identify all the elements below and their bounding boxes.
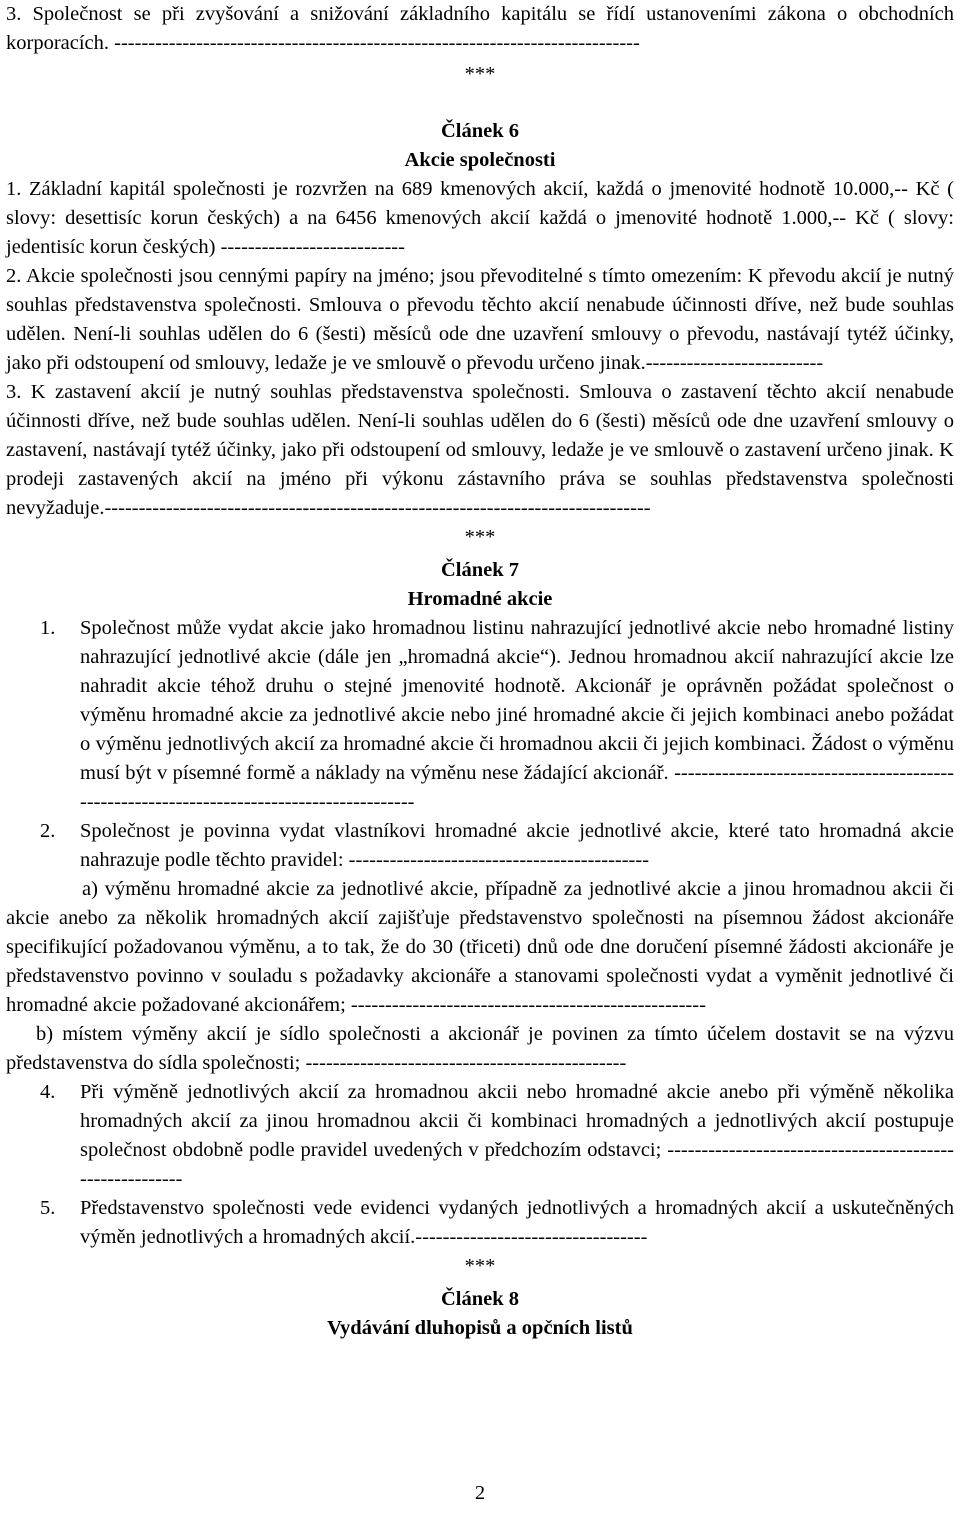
article-6-paragraph-2: 2. Akcie společnosti jsou cennými papíry na jméno; jsou převoditelné s tímto omezením: K převodu akcií je nutný souhlas představenstva společnosti. Smlouva o převodu těchto akcií nenabude účinnosti dříve, než bude souhlas udělen. Není-li souhlas udělen do 6 (šesti) měsíců ode dne uzavření smlouvy o převodu, nastávají tytéž účinky, jako při odstoupení od smlouvy, ledaže je ve smlouvě o převodu určeno jinak.-------------------------- <box>6 265 954 374</box>
article-7-subtitle: Hromadné akcie <box>407 588 553 610</box>
article-6-paragraph-1: 1. Základní kapitál společnosti je rozvržen na 689 kmenových akcií, každá o jmenovité hodnotě 10.000,-- Kč ( slovy: desettisíc korun českých) a na 6456 kmenových akcií každá o jmenovité hodnotě 1.000,-- Kč ( slovy: jedentisíc korun českých) --------------------------- <box>6 178 954 258</box>
paragraph-3-capital: 3. Společnost se při zvyšování a snižování základního kapitálu se řídí ustanoveními zákona o obchodních korporacích. ----------------------------------------------------------------------------- <box>6 3 954 54</box>
article-6-paragraph-3: 3. K zastavení akcií je nutný souhlas představenstva společnosti. Smlouva o zastavení těchto akcií nenabude účinnosti dříve, než bude souhlas udělen. Není-li souhlas udělen do 6 (šesti) měsíců ode dne uzavření smlouvy o zastavení, nastávají tytéž účinky, jako při odstoupení od smlouvy, ledaže je ve smlouvě o zastavení určeno jinak. K prodeji zastavených akcií na jméno při výkonu zástavního práva se souhlas představenstva společnosti nevyžaduje.-------------------------------------------------------------------------------- <box>6 381 954 519</box>
article-7-paragraph-1 <box>40 614 954 817</box>
paragraph-number: 1. <box>40 617 56 639</box>
paragraph-number: 2. <box>40 820 56 842</box>
paragraph-text: Společnost může vydat akcie jako hromadnou listinu nahrazující jednotlivé akcie nebo hromadné listiny nahrazující jednotlivé akcie (dále jen „hromadná akcie“). Jednou hromadnou akcií nahrazující akcie lze nahradit akcie téhož druhu o stejné jmenovité hodnotě. Akcionář je oprávněn požádat společnost o výměnu hromadné akcie za jednotlivé akcie nebo jiné hromadné akcie či jejich kombinaci anebo požádat o výměnu jednotlivých akcií za hromadné akcie či hromadnou akcii či jejich kombinaci. Žádost o výměnu musí být v písemné formě a náklady na výměnu nese žádající akcionář. ------------------------------------------------------------------------------------------ <box>80 617 954 813</box>
paragraph-number: 4. <box>40 1081 56 1103</box>
paragraph-number: 5. <box>40 1197 56 1219</box>
article-7-paragraph-2 <box>40 817 954 875</box>
article-7-paragraph-5 <box>40 1194 954 1252</box>
article-6-subtitle: Akcie společnosti <box>404 149 556 171</box>
article-8-title: Článek 8 <box>440 1288 520 1310</box>
separator-stars: *** <box>464 526 496 548</box>
separator-stars: *** <box>464 63 496 85</box>
paragraph-text: Představenstvo společnosti vede evidenci vydaných jednotlivých a hromadných akcií a uskutečněných výměn jednotlivých a hromadných akcií.---------------------------------- <box>80 1197 954 1248</box>
article-7-paragraph-2a: a) výměnu hromadné akcie za jednotlivé akcie, případně za jednotlivé akcie a jinou hromadnou akcii či akcie anebo za několik hromadných akcií zajišťuje představenstvo společnosti na písemnou žádost akcionáře specifikující požadovanou výměnu, a to tak, že do 30 (třiceti) dnů ode dne doručení písemné žádosti akcionáře je představenstvo povinno v souladu s požadavky akcionáře a stanovami společnosti vydat a vyměnit jednotlivé či hromadné akcie požadované akcionářem; ---------------------------------------------------- <box>6 878 954 1016</box>
article-7-paragraph-4 <box>40 1078 954 1194</box>
article-6-title: Článek 6 <box>440 120 520 142</box>
page-number: 2 <box>474 1482 486 1504</box>
article-8-subtitle: Vydávání dluhopisů a opčních listů <box>327 1317 633 1339</box>
paragraph-text: Při výměně jednotlivých akcií za hromadnou akcii nebo hromadné akcie anebo při výměně několika hromadných akcií za jinou hromadnou akcii či kombinaci hromadných a jednotlivých akcií postupuje společnost obdobně podle pravidel uvedených v předchozím odstavci; --------------------------------------------------------- <box>80 1081 954 1190</box>
separator-stars: *** <box>464 1255 496 1277</box>
paragraph-text: Společnost je povinna vydat vlastníkovi hromadné akcie jednotlivé akcie, které tato hromadná akcie nahrazuje podle těchto pravidel: -------------------------------------------- <box>80 820 954 871</box>
article-7-paragraph-2b: b) místem výměny akcií je sídlo společnosti a akcionář je povinen za tímto účelem dostavit se na výzvu představenstva do sídla společnosti; ----------------------------------------------- <box>6 1023 954 1074</box>
article-7-title: Článek 7 <box>440 559 520 581</box>
